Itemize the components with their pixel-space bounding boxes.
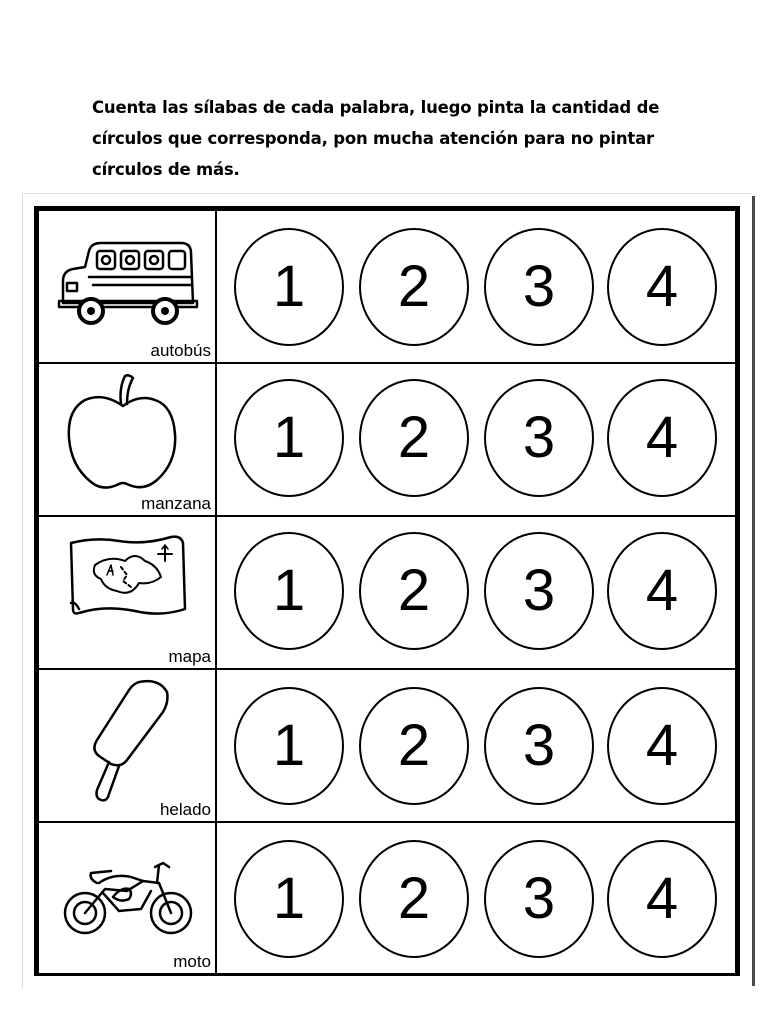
syllable-circle-2[interactable]: 2 bbox=[359, 687, 469, 805]
syllable-circle-4[interactable]: 4 bbox=[607, 532, 717, 650]
instructions-line-3: círculos de más. bbox=[92, 160, 240, 179]
syllable-circle-3[interactable]: 3 bbox=[484, 228, 594, 346]
word-label: autobús bbox=[150, 341, 211, 360]
worksheet-row-helado bbox=[39, 670, 735, 823]
picture-cell bbox=[39, 364, 217, 515]
word-label: moto bbox=[173, 952, 211, 971]
syllable-circles bbox=[217, 364, 735, 515]
bus-icon bbox=[53, 231, 203, 331]
ice-cream-icon bbox=[87, 676, 177, 806]
worksheet-row-manzana bbox=[39, 364, 735, 517]
syllable-circle-2[interactable]: 2 bbox=[359, 228, 469, 346]
picture-cell bbox=[39, 670, 217, 821]
syllable-circle-2[interactable]: 2 bbox=[359, 532, 469, 650]
syllable-circle-3[interactable]: 3 bbox=[484, 687, 594, 805]
syllable-circle-2[interactable]: 2 bbox=[359, 379, 469, 497]
scan-edge-right bbox=[752, 196, 755, 986]
scan-edge-top bbox=[22, 193, 752, 194]
picture-cell bbox=[39, 517, 217, 668]
worksheet-row-autobus bbox=[39, 211, 735, 364]
apple-icon bbox=[63, 370, 183, 492]
syllable-circles bbox=[217, 823, 735, 973]
syllable-circle-4[interactable]: 4 bbox=[607, 228, 717, 346]
syllable-circle-2[interactable]: 2 bbox=[359, 840, 469, 958]
syllable-circle-3[interactable]: 3 bbox=[484, 840, 594, 958]
map-icon bbox=[65, 531, 195, 631]
instructions-line-1: Cuenta las sílabas de cada palabra, luego pinta la cantidad de bbox=[92, 98, 660, 117]
word-label: manzana bbox=[141, 494, 211, 513]
syllable-circle-1[interactable]: 1 bbox=[234, 687, 344, 805]
instructions bbox=[92, 92, 692, 185]
motorcycle-icon bbox=[59, 843, 199, 943]
scan-edge-left bbox=[22, 193, 23, 988]
word-label: helado bbox=[159, 800, 211, 819]
instructions-line-2: círculos que corresponda, pon mucha atención para no pintar bbox=[92, 129, 654, 148]
syllable-circles bbox=[217, 517, 735, 668]
word-label: mapa bbox=[168, 647, 211, 666]
syllable-circles bbox=[217, 670, 735, 821]
worksheet-row-mapa bbox=[39, 517, 735, 670]
syllable-worksheet-table bbox=[34, 206, 740, 976]
syllable-circle-1[interactable]: 1 bbox=[234, 840, 344, 958]
syllable-circle-4[interactable]: 4 bbox=[607, 379, 717, 497]
picture-cell bbox=[39, 211, 217, 362]
syllable-circle-1[interactable]: 1 bbox=[234, 532, 344, 650]
worksheet-row-moto bbox=[39, 823, 735, 973]
picture-cell bbox=[39, 823, 217, 973]
syllable-circle-1[interactable]: 1 bbox=[234, 228, 344, 346]
syllable-circle-4[interactable]: 4 bbox=[607, 687, 717, 805]
syllable-circle-4[interactable]: 4 bbox=[607, 840, 717, 958]
syllable-circle-3[interactable]: 3 bbox=[484, 379, 594, 497]
syllable-circle-3[interactable]: 3 bbox=[484, 532, 594, 650]
syllable-circle-1[interactable]: 1 bbox=[234, 379, 344, 497]
syllable-circles bbox=[217, 211, 735, 362]
